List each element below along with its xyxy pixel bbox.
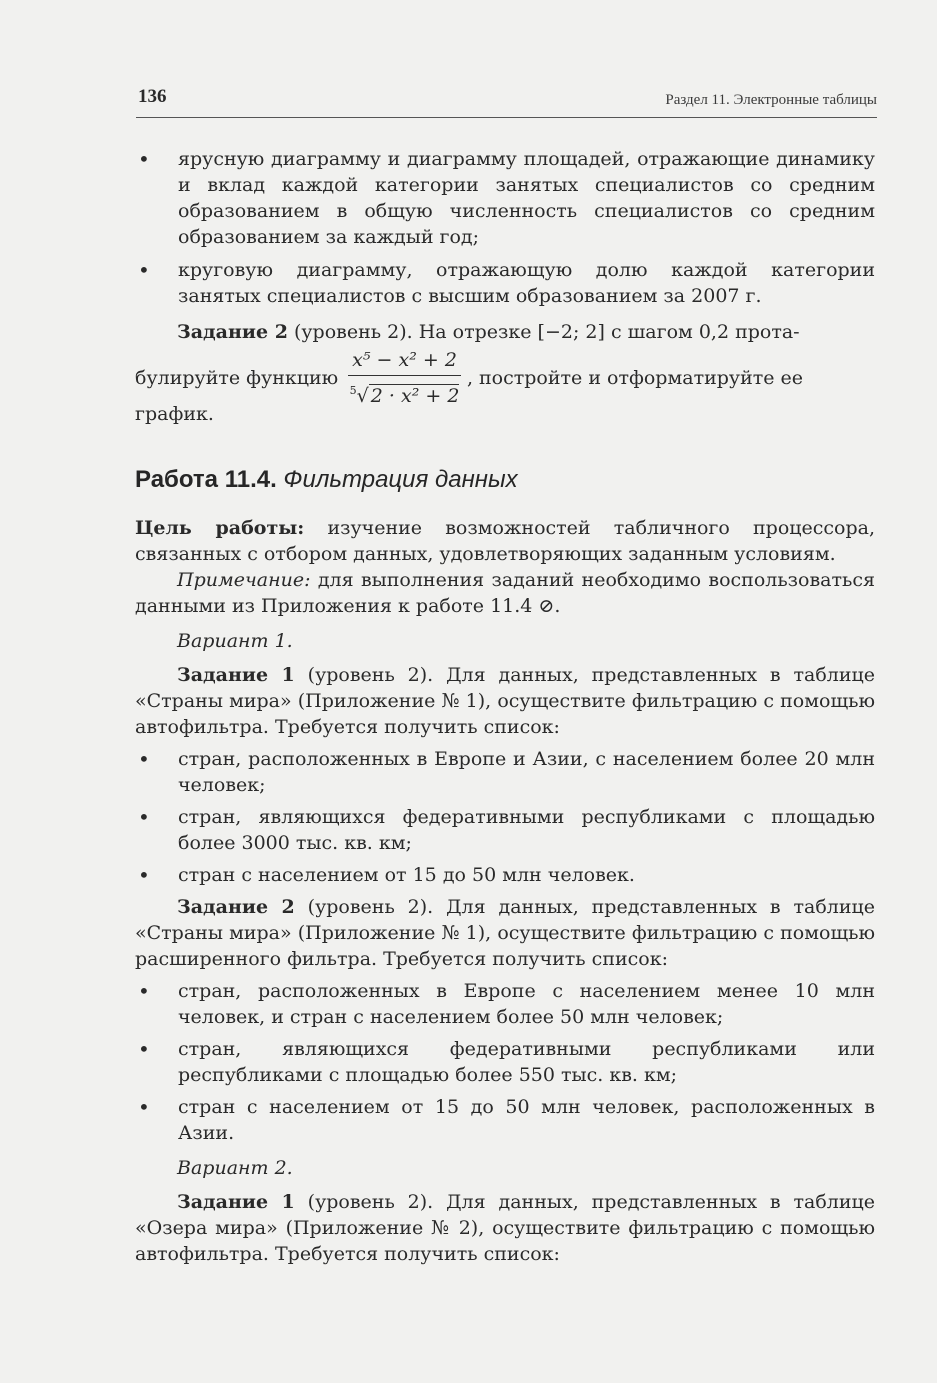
radicand: 2 · x² + 2	[370, 385, 460, 407]
root-index: 5	[349, 384, 357, 397]
list-item: • стран, расположенных в Европе и Азии, с населением более 20 млн человек;	[135, 746, 875, 798]
list-item: • стран с населением от 15 до 50 млн человек.	[135, 862, 875, 888]
list-item: • стран, являющихся федеративными республиками с площадью более 3000 тыс. кв. км;	[135, 804, 875, 856]
v1-task1-bullets	[135, 746, 875, 888]
list-item: • стран, расположенных в Европе с населением менее 10 млн человек, и стран с населением более 50 млн человек;	[135, 978, 875, 1030]
v1-task2-bullets	[135, 978, 875, 1146]
prev-task2-end: график.	[135, 403, 214, 425]
formula-lead-text: булируйте функцию	[135, 367, 339, 389]
formula-line	[135, 347, 875, 409]
note-text: для выполнения заданий необходимо воспользоваться данными из Приложения к работе 11.4 ⊘.	[135, 569, 875, 617]
formula-numerator: x⁵ − x² + 2	[348, 347, 461, 376]
function-formula	[348, 347, 461, 409]
formula-denominator: $^5$√ 2 · x² + 2	[349, 384, 460, 407]
section-title: Фильтрация данных	[283, 466, 518, 493]
list-item: • стран с населением от 15 до 50 млн человек, расположенных в Азии.	[135, 1094, 875, 1146]
running-header: Раздел 11. Электронные таблицы	[665, 92, 877, 108]
task-label: Задание 2	[177, 321, 288, 343]
goal-paragraph	[135, 515, 875, 567]
goal-text: изучение возможностей табличного процессора, связанных с отбором данных, удовлетворяющих заданным условиям.	[135, 517, 875, 565]
section-heading	[135, 467, 875, 493]
task-label: Задание 1	[177, 664, 295, 686]
page-body	[135, 146, 875, 1267]
list-item: • стран, являющихся федеративными республиками или республиками с площадью более 550 тыс. кв. км;	[135, 1036, 875, 1088]
v2-task1-paragraph	[135, 1189, 875, 1267]
intro-bullet-list	[135, 146, 875, 309]
section-number: Работа 11.4.	[135, 466, 277, 493]
variant1-heading: Вариант 1.	[177, 630, 293, 652]
note-paragraph	[135, 567, 875, 619]
task-label: Задание 2	[177, 896, 295, 918]
v1-task2-paragraph	[135, 894, 875, 972]
v1-task1-paragraph	[135, 662, 875, 740]
header-rule	[136, 117, 877, 118]
task-label: Задание 1	[177, 1191, 295, 1213]
task-text: (уровень 2). Для данных, представленных в таблице «Страны мира» (Приложение № 1), осуществите фильтрацию с помощью автофильтра. Требуется получить список:	[135, 664, 875, 738]
formula-trail-text: , постройте и отформатируйте ее	[466, 367, 804, 389]
prev-task2-paragraph	[135, 319, 875, 345]
goal-label: Цель работы:	[135, 517, 305, 539]
note-label: Примечание:	[177, 569, 311, 591]
variant2-heading: Вариант 2.	[177, 1157, 293, 1179]
list-item: • ярусную диаграмму и диаграмму площадей, отражающие динамику и вклад каждой категории занятых специалистов со средним образованием в общую численность специалистов со средним образованием за каждый год;	[135, 146, 875, 250]
page-number: 136	[138, 86, 167, 107]
list-item: • круговую диаграмму, отражающую долю каждой категории занятых специалистов с высшим образованием за 2007 г.	[135, 257, 875, 309]
task-text: (уровень 2). Для данных, представленных в таблице «Озера мира» (Приложение № 2), осуществите фильтрацию с помощью автофильтра. Требуется получить список:	[135, 1191, 875, 1265]
task-text: (уровень 2). На отрезке [−2; 2] с шагом 0,2 прота-	[287, 321, 800, 343]
task-text: (уровень 2). Для данных, представленных в таблице «Страны мира» (Приложение № 1), осуществите фильтрацию с помощью расширенного фильтра. Требуется получить список:	[135, 896, 875, 970]
